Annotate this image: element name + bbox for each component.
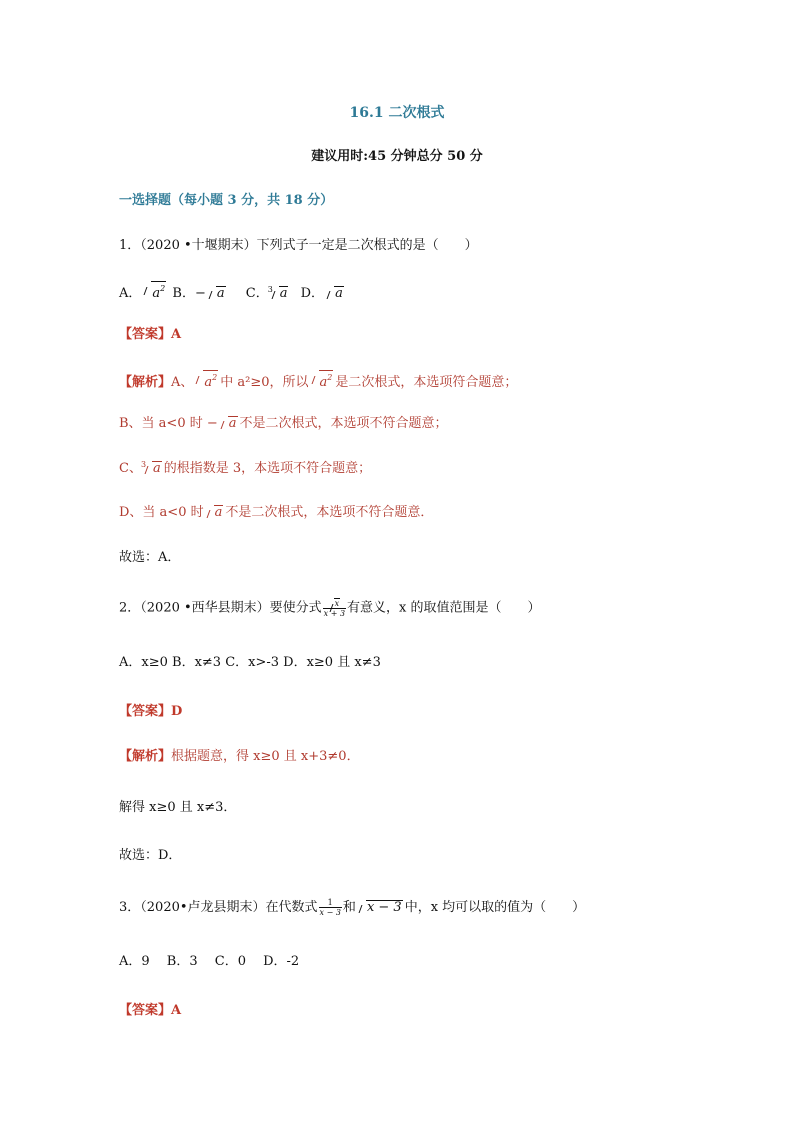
fraction-1-over-x-minus-3: $\frac{1}{x - 3}$ [319,898,341,917]
q1-answer: 【答案】A [119,327,182,342]
q1-option-b-label: B． [172,286,195,301]
q1-analysis-b: B、当 a<0 时 − a 不是二次根式，本选项不符合题意； [119,416,448,431]
q1-analysis-c: C、 3 a 的根指数是 3，本选项不符合题意； [119,460,372,476]
q1-option-a-label: A． [119,286,142,301]
q1-options: A． $a^2$ B．− a C． 3 a D． a [119,281,346,303]
page-subtitle: 建议用时:45 分钟总分 50 分 [311,149,483,164]
sqrt-a-squared: $a^2$ [142,281,166,303]
q2-conclusion: 故选：D． [119,848,182,863]
q2-answer: 【答案】D [119,704,183,719]
q1-option-d-label: D． [300,286,325,301]
q1-analysis-a: 【解析】A、 $a^2$ 中 a²≥0，所以 $a^2$ 是二次根式，本选项符合题意； [119,370,517,392]
q3-answer: 【答案】A [119,1003,182,1018]
cbrt-a: 3 a [267,285,288,301]
sqrt-x-minus-3: x − 3 [357,899,403,917]
q2-analysis: 【解析】根据题意，得 x≥0 且 x+3≠0． [119,749,360,764]
q2-options: A．x≥0 B．x≠3 C．x>-3 D．x≥0 且 x≠3 [119,655,381,670]
sqrt-a: a [207,285,226,303]
q2-stem: 2．（2020 •西华县期末）要使分式 $\frac{x}{x + 3}$ 有意义，x 的取值范围是（ ） [119,599,541,618]
q3-stem: 3．（2020•卢龙县期末）在代数式 $\frac{1}{x - 3}$ 和 x − 3 中，x 均可以取的值为（ ） [119,898,586,917]
q1-analysis-d: D、当 a<0 时 a 不是二次根式，本选项不符合题意． [119,505,434,520]
page-title: 16.1 二次根式 [349,105,445,121]
section-heading: 一选择题（每小题 3 分，共 18 分） [119,193,334,208]
sqrt-a: a [325,285,344,303]
q1-stem: 1．（2020 •十堰期末）下列式子一定是二次根式的是（ ） [119,238,478,253]
q2-solve: 解得 x≥0 且 x≠3． [119,800,237,815]
q1-conclusion: 故选：A． [119,550,181,565]
q3-options: A．9 B．3 C．0 D．-2 [119,954,300,969]
fraction-sqrtx-over-x-plus-3: $\frac{x}{x + 3}$ [323,599,346,618]
q1-option-c-label: C． [245,286,269,301]
